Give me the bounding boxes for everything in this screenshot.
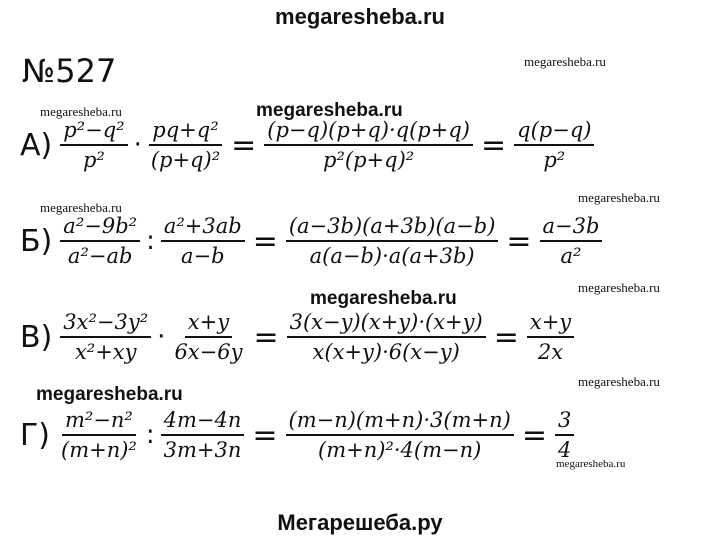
fraction: $\frac{3}{4}$ <box>553 408 576 462</box>
operator: · <box>133 130 142 161</box>
watermark: megaresheba.ru <box>578 374 660 389</box>
watermark: megaresheba.ru <box>524 54 606 69</box>
row-label: В) <box>20 319 53 355</box>
equals: = <box>506 223 532 259</box>
fraction: $\frac{q(p-q)}{\text{p²}}$ <box>512 118 596 172</box>
operator: : <box>146 226 155 257</box>
watermark-top: megaresheba.ru <box>275 4 445 29</box>
watermark: megaresheba.ru <box>40 200 122 215</box>
equation-row-v <box>20 310 576 364</box>
watermark: megaresheba.ru <box>578 190 660 205</box>
equals: = <box>252 223 278 259</box>
fraction: $\frac{x+y}{2x}$ <box>525 310 576 364</box>
fraction: $\frac{(m-n)(m+n)\cdot 3(m+n)}{\text{(m+n)²·4(m−n)}}$ <box>284 408 516 462</box>
watermark: megaresheba.ru <box>36 384 183 405</box>
watermark: megaresheba.ru <box>578 280 660 295</box>
fraction: $\frac{\text{a²+3ab}}{a-b}$ <box>159 214 247 268</box>
fraction: $\frac{\text{3x²−3y²}}{\text{x²+xy}}$ <box>58 310 153 364</box>
row-label: А) <box>20 127 53 163</box>
watermark: megaresheba.ru <box>256 100 403 121</box>
fraction: $\frac{\text{p²−q²}}{\text{p²}}$ <box>58 118 129 172</box>
fraction: $\frac{(a-3b)(a+3b)(a-b)}{a(a-b)\cdot a(a+3b)}$ <box>284 214 501 268</box>
watermark: megaresheba.ru <box>556 458 626 470</box>
row-label: Б) <box>20 223 53 259</box>
fraction: $\frac{a-3b}{\text{a²}}$ <box>538 214 605 268</box>
row-label: Г) <box>20 417 50 453</box>
operator: · <box>157 322 166 353</box>
fraction: $\frac{4m-4n}{3m+3n}$ <box>159 408 247 462</box>
watermark-footer: Мегарешеба.ру <box>277 510 443 535</box>
equals: = <box>252 417 278 453</box>
watermark: megaresheba.ru <box>310 288 457 309</box>
equation-row-g <box>20 408 576 462</box>
equals: = <box>231 127 257 163</box>
watermark: megaresheba.ru <box>40 104 122 119</box>
equation-row-a <box>20 118 596 172</box>
problem-number: №527 <box>22 52 117 90</box>
fraction: $\frac{(p-q)(p+q)\cdot q(p+q)}{\text{p²(p+q)²}}$ <box>262 118 475 172</box>
fraction: $\frac{\text{pq+q²}}{\text{(p+q)²}}$ <box>150 118 221 173</box>
fraction: $\frac{\text{a²−9b²}}{\text{a²−ab}}$ <box>58 214 142 268</box>
equals: = <box>253 319 279 355</box>
equals: = <box>481 127 507 163</box>
equals: = <box>493 319 519 355</box>
fraction: $\frac{\text{m²−n²}}{\text{(m+n)²}}$ <box>61 408 137 463</box>
operator: : <box>145 420 155 451</box>
fraction: $\frac{x+y}{6x-6y}$ <box>174 310 243 365</box>
equals: = <box>521 417 547 453</box>
fraction: $\frac{3(x-y)(x+y)\cdot(x+y)}{x(x+y)\cdot 6(x-y)}$ <box>285 310 488 364</box>
equation-row-b <box>20 214 604 268</box>
